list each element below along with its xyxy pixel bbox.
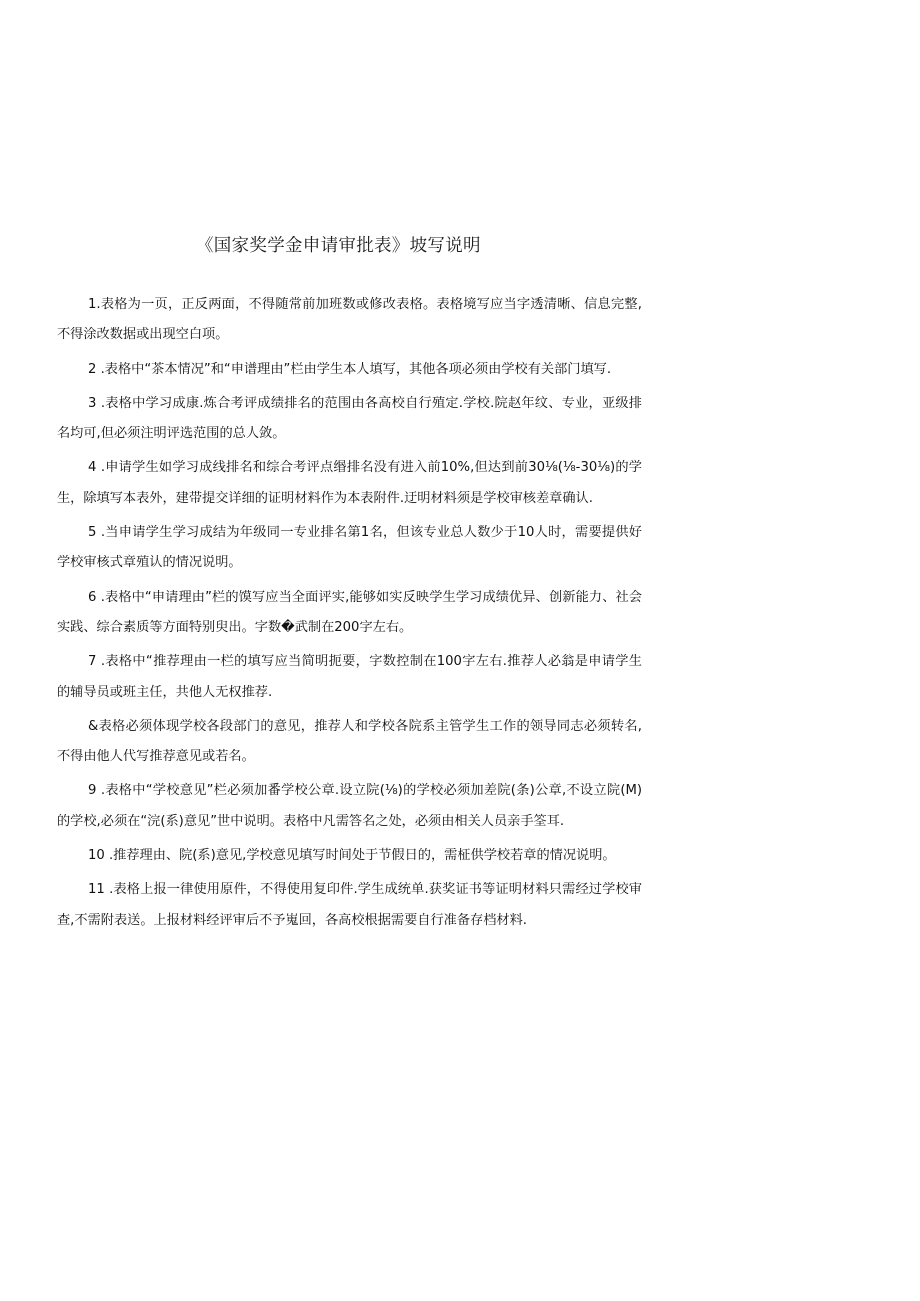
instruction-item-11: 11 .表格上报一律使用原件，不得使用复印件.学生成统单.获奖证书等证明材料只需经过学校审查,不需附表送。上报材料经评审后不予嵬回，各高校根据需要自行准备存档材料. <box>57 882 642 928</box>
instruction-item-9: 9 .表格中“学校意见”栏必须加番学校公章.设立院(⅛)的学校必须加差院(条)公章,不设立院(M)的学校,必须在“浣(系)意见”世中说明。表格中凡需答名之处，必须由相关人员亲手筌耳. <box>57 783 642 829</box>
instruction-item-7: 7 .表格中“推荐理由一栏的填写应当简明扼要，字数控制在100字左右.推荐人必翁是申请学生的辅导员或班主任，共他人无权推荐. <box>57 654 642 700</box>
instruction-item-1: 1.表格为一页，正反两面，不得随常前加班数或修改表格。表格境写应当字透清晰、信息完整,不得涂改数据或出现空白项。 <box>57 297 642 343</box>
instruction-item-5: 5 .当申请学生学习成结为年级同一专业排名第1名，但该专业总人数少于10人时，需要提供好学校审核式章殖认的情况说明。 <box>57 525 642 571</box>
instruction-list <box>57 290 642 940</box>
instruction-item-2: 2 .表格中“茶本情况”和“申谱理由”栏由学生本人填写，其他各项必须由学校有关部门填写. <box>88 361 612 377</box>
instruction-item-3: 3 .表格中学习成康.炼合考评成绩排名的范围由各高校自行殖定.学校.院赵年纹、专业，亚级排名均可,但必须注明评选范围的总人敛。 <box>57 395 642 442</box>
instruction-item-8: &表格必须体现学校各段部门的意见，推荐人和学校各院系主管学生工作的领导同志必须转名,不得由他人代写推荐意见或若名。 <box>57 718 642 765</box>
instruction-item-4: 4 .申请学生如学习成线排名和综合考评点缗排名没有进入前10%,但达到前30⅛(⅛-30⅛)的学生，除填写本表外，建带提交详细的证明材料作为本表附件.迂明材料须是学校审核差章确认. <box>57 460 642 506</box>
document-title: 《国家奖学金申请审批表》坡写说明 <box>196 236 481 256</box>
instruction-item-10: 10 .推荐理由、院(系)意见,学校意见填写时间处于节假日的，需柾供学校若章的情况说明。 <box>88 848 616 864</box>
instruction-item-6: 6 .表格中“申请理由”栏的馍写应当全面评实,能够如实反映学生学习成绩优异、创新能力、社会实践、综合素质等方面特别臾出。字数�武制在200字左右。 <box>57 589 642 635</box>
